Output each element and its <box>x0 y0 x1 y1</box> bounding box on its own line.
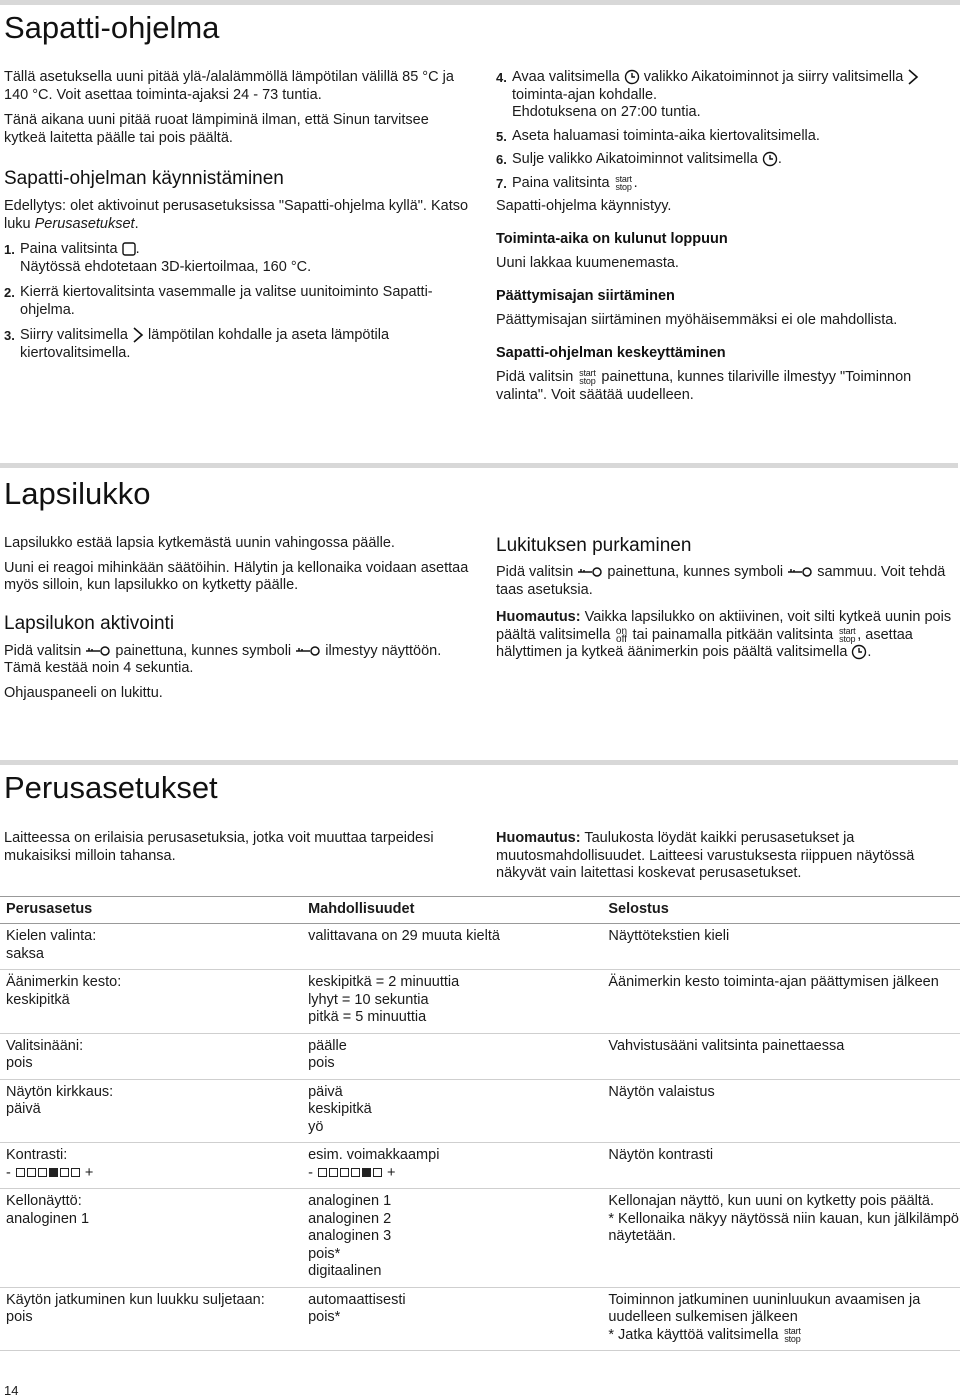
section-divider <box>0 760 958 765</box>
table-row <box>0 1287 960 1351</box>
intro-paragraph: Tällä asetuksella uuni pitää ylä-/alalämmöllä lämpötilan välillä 85 °C ja 140 °C. Voit asettaa toiminta-ajaksi 24 - 73 tuntia. <box>4 69 454 103</box>
key-icon <box>85 645 111 657</box>
contrast-level-box <box>329 1168 338 1177</box>
subsection-heading: Päättymisajan siirtäminen <box>496 287 675 304</box>
step-item: 3. Siirry valitsimella lämpötilan kohdalle ja aseta lämpötila kiertovalitsimella. <box>4 327 390 361</box>
start-stop-icon: start stop <box>579 368 596 386</box>
contrast-level-box <box>351 1168 360 1177</box>
body-text: Lapsilukko estää lapsia kytkemästä uunin vahingossa päälle. <box>4 535 395 551</box>
cell-line: Valitsinääni: <box>6 1037 84 1054</box>
table-cell <box>602 970 960 1034</box>
step-item: 2. Kierrä kiertovalitsinta vasemmalle ja valitse uunitoiminto Sapatti-ohjelma. <box>4 284 433 318</box>
contrast-level-box <box>27 1168 36 1177</box>
contrast-level-box <box>71 1168 80 1177</box>
table-cell <box>602 1287 960 1351</box>
table-cell <box>602 924 960 970</box>
clock-icon <box>851 644 867 660</box>
cell-line: pois* <box>308 1309 341 1325</box>
cell-line: päivä <box>308 1083 343 1100</box>
square-button-icon <box>122 242 136 256</box>
cell-line: keskipitkä <box>308 1101 372 1117</box>
childlock-right-column <box>496 535 956 662</box>
step-item: 4. Avaa valitsimella valikko Aikatoiminnot ja siirry valitsimella toiminta-ajan kohdalle. Ehdotuksena on 27:00 tuntia. <box>496 69 956 122</box>
cell-line: Kellonajan näyttö, kun uuni on kytketty pois päältä. <box>608 1193 935 1209</box>
contrast-level-box <box>340 1168 349 1177</box>
contrast-level-box <box>362 1168 371 1177</box>
step-item: 5. Aseta haluamasi toiminta-aika kiertovalitsimella. <box>496 127 820 144</box>
cell-line: analoginen 1 <box>6 1210 90 1227</box>
cell-line: Äänimerkin kesto toiminta-ajan päättymisen jälkeen <box>608 974 939 990</box>
table-cell <box>602 1143 960 1189</box>
table-cell <box>0 1189 302 1288</box>
start-stop-icon: start stop <box>784 1325 801 1344</box>
section-heading: Sapatti-ohjelman käynnistäminen <box>4 168 284 189</box>
page-title-sabbath: Sapatti-ohjelma <box>4 10 220 45</box>
clock-icon <box>762 151 778 167</box>
status-text: Sapatti-ohjelma käynnistyy. <box>496 198 672 214</box>
sabbath-left-column <box>4 69 474 362</box>
table-cell <box>302 1287 602 1351</box>
chapter-link: Perusasetukset <box>34 215 135 232</box>
cell-line: * Kellonaika näkyy näytössä niin kauan, kun jälkilämpö näytetään. <box>608 1210 959 1244</box>
table-row <box>0 970 960 1034</box>
subsection-heading: Sapatti-ohjelman keskeyttäminen <box>496 344 726 361</box>
page-title-basic-settings: Perusasetukset <box>4 770 218 805</box>
table-cell <box>302 970 602 1034</box>
cell-line: analoginen 2 <box>308 1210 392 1227</box>
page-title-childlock: Lapsilukko <box>4 476 151 511</box>
table-row <box>0 1079 960 1143</box>
table-row <box>0 1189 960 1288</box>
cell-line: automaattisesti <box>308 1291 406 1308</box>
cell-line: Vahvistusääni valitsinta painettaessa <box>608 1037 845 1054</box>
table-cell <box>0 1033 302 1079</box>
body-text: Laitteessa on erilaisia perusasetuksia, jotka voit muuttaa tarpeidesi mukaisiksi milloin tahansa. <box>4 830 434 864</box>
key-icon <box>295 645 321 657</box>
cell-line: saksa <box>6 945 44 962</box>
note-text: Huomautus: Taulukosta löydät kaikki perusasetukset ja muutosmahdollisuudet. Laitteesi varustuksesta riippuen näytössä näkyvät vain laitettasi koskevat perusasetukset. <box>496 830 915 881</box>
cell-line: Toiminnon jatkuminen uuninluukun avaamisen ja uudelleen sulkemisen jälkeen <box>608 1291 921 1325</box>
table-cell <box>602 1189 960 1288</box>
cell-line: Kellonäyttö: <box>6 1193 82 1209</box>
body-text: Pidä valitsin start stop painettuna, kunnes tilariville ilmestyy "Toiminnon valinta". Voit säätää uudelleen. <box>496 368 912 403</box>
body-text: Päättymisajan siirtäminen myöhäisemmäksi ei ole mahdollista. <box>496 312 898 328</box>
on-off-icon: on off <box>615 625 628 645</box>
table-header-row <box>0 897 960 924</box>
table-cell <box>602 1033 960 1079</box>
section-divider <box>0 0 960 5</box>
cell-line: Kontrasti: <box>6 1147 68 1163</box>
cell-line: Näyttötekstien kieli <box>608 928 730 944</box>
table-row <box>0 1033 960 1079</box>
clock-icon <box>624 69 640 85</box>
cell-line: analoginen 1 <box>308 1193 392 1209</box>
contrast-level-box <box>318 1168 327 1177</box>
cell-line: Näytön kirkkaus: <box>6 1083 114 1100</box>
contrast-level-box <box>373 1168 382 1177</box>
cell-line: päälle <box>308 1037 347 1054</box>
body-text: Uuni lakkaa kuumenemasta. <box>496 255 679 271</box>
section-divider <box>0 463 958 468</box>
table-cell <box>302 1079 602 1143</box>
cell-line: pois <box>6 1055 33 1071</box>
cell-line: lyhyt = 10 sekuntia <box>308 991 429 1008</box>
step-item: 6. Sulje valikko Aikatoiminnot valitsimella . <box>496 151 782 167</box>
cell-line: Äänimerkin kesto: <box>6 974 122 990</box>
section-heading: Lukituksen purkaminen <box>496 535 692 556</box>
body-text: Pidä valitsin painettuna, kunnes symboli sammuu. Voit tehdä taas asetuksia. <box>496 564 946 598</box>
cell-line: pitkä = 5 minuuttia <box>308 1009 427 1025</box>
cell-line: valittavana on 29 muuta kieltä <box>308 928 500 944</box>
contrast-level-box <box>38 1168 47 1177</box>
cell-line: pois <box>308 1055 335 1071</box>
contrast-level-box <box>49 1168 58 1177</box>
cell-line: Käytön jatkuminen kun luukku suljetaan: <box>6 1291 265 1308</box>
start-stop-icon: start stop <box>615 173 632 192</box>
start-stop-icon: start stop <box>838 625 856 644</box>
body-text: Pidä valitsin painettuna, kunnes symboli ilmestyy näyttöön. Tämä kestää noin 4 sekuntia. <box>4 642 442 676</box>
cell-line: Näytön valaistus <box>608 1083 715 1100</box>
key-icon <box>787 566 813 578</box>
column-header: Mahdollisuudet <box>302 897 602 924</box>
cell-line: pois* <box>308 1245 341 1262</box>
cell-line: Näytön kontrasti <box>608 1147 714 1163</box>
table-cell <box>302 1033 602 1079</box>
contrast-level-box <box>60 1168 69 1177</box>
contrast-level-box <box>16 1168 25 1177</box>
step-item: 7. Paina valitsinta start stop . <box>496 173 638 192</box>
page-number: 14 <box>4 1383 19 1398</box>
table-cell <box>302 1143 602 1189</box>
table-cell <box>602 1079 960 1143</box>
requirement-text: Edellytys: olet aktivoinut perusasetuksissa "Sapatti-ohjelma kyllä". Katso luku Perusasetukset. <box>4 198 469 232</box>
body-text: Uuni ei reagoi mihinkään säätöihin. Hälytin ja kellonaika voidaan asettaa myös silloin, kun lapsilukko on kytketty päälle. <box>4 559 469 593</box>
cell-line: päivä <box>6 1101 41 1117</box>
column-header: Perusasetus <box>0 897 302 924</box>
column-header: Selostus <box>602 897 960 924</box>
cell-line: yö <box>308 1118 324 1135</box>
chevron-right-icon <box>907 69 919 85</box>
cell-line: esim. voimakkaampi <box>308 1147 440 1163</box>
step-item: 1. Paina valitsinta . Näytössä ehdotetaan 3D-kiertoilmaa, 160 °C. <box>4 241 312 275</box>
key-icon <box>577 566 603 578</box>
cell-line: pois <box>6 1309 33 1325</box>
basic-settings-table <box>0 896 960 1351</box>
table-cell <box>0 970 302 1034</box>
contrast-scale: - + <box>6 1164 94 1181</box>
cell-line: digitaalinen <box>308 1263 382 1279</box>
cell-line: keskipitkä = 2 minuuttia <box>308 974 460 990</box>
status-text: Ohjauspaneeli on lukittu. <box>4 684 163 701</box>
table-row <box>0 1143 960 1189</box>
table-cell <box>0 924 302 970</box>
table-cell <box>302 1189 602 1288</box>
chevron-right-icon <box>132 327 144 343</box>
table-cell <box>0 1143 302 1189</box>
cell-line: Kielen valinta: <box>6 928 97 944</box>
cell-line: analoginen 3 <box>308 1228 392 1244</box>
table-row <box>0 924 960 970</box>
cell-line: keskipitkä <box>6 991 70 1008</box>
table-cell <box>0 1079 302 1143</box>
childlock-left-column <box>4 535 472 702</box>
section-heading: Lapsilukon aktivointi <box>4 612 175 634</box>
table-cell <box>302 924 602 970</box>
intro-paragraph: Tänä aikana uuni pitää ruoat lämpiminä ilman, että Sinun tarvitsee kytkeä laitetta päälle tai pois päältä. <box>4 112 429 146</box>
resume-note: * Jatka käyttöä valitsimella start stop <box>608 1325 801 1344</box>
table-cell <box>0 1287 302 1351</box>
sabbath-right-column <box>496 69 956 404</box>
contrast-scale: - + <box>308 1164 396 1181</box>
subsection-heading: Toiminta-aika on kulunut loppuun <box>496 230 728 247</box>
note-text: Huomautus: Vaikka lapsilukko on aktiivinen, voit silti kytkeä uunin pois päältä valitsimella on off tai painamalla pitkään valitsinta start stop , asettaa hälyttimen ja kytkeä äänimerkin pois päältä valitsimella . <box>496 609 952 660</box>
